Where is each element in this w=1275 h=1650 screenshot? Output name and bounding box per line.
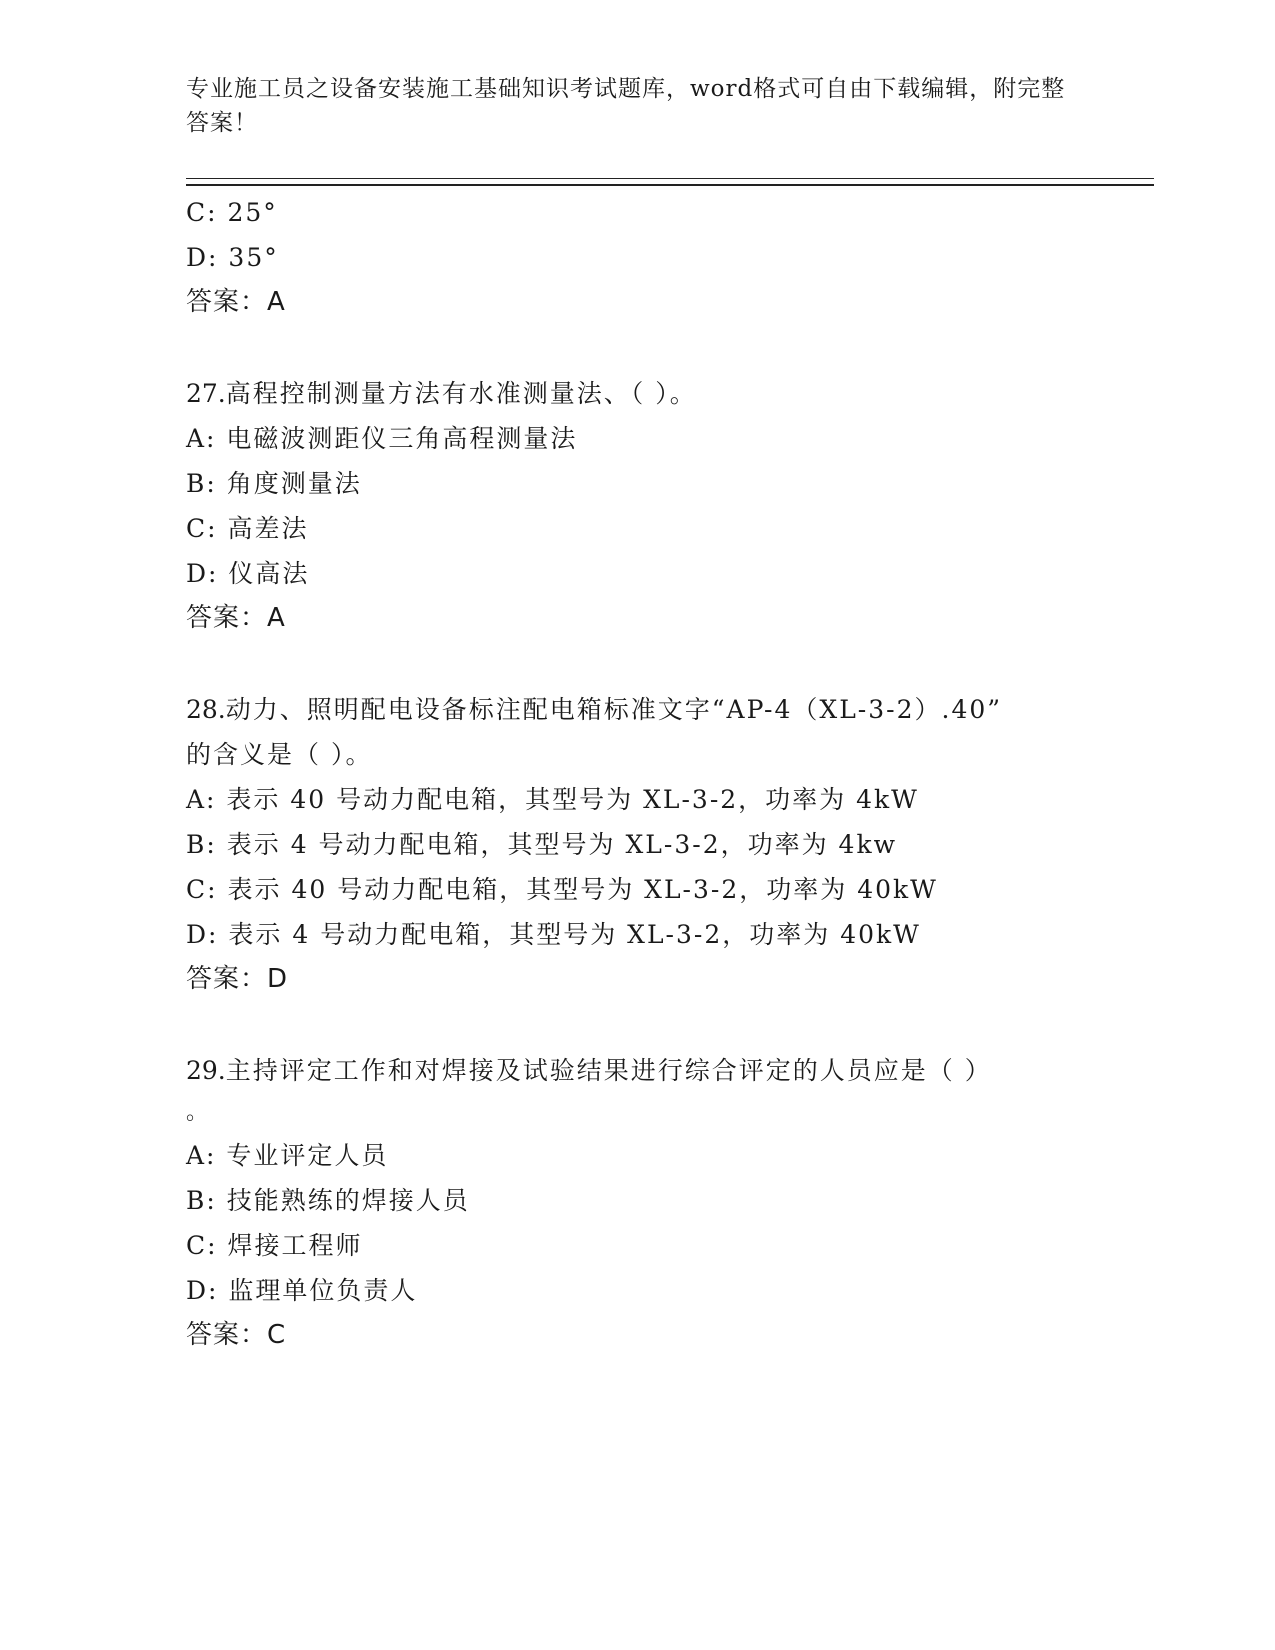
option-b: B: 角度测量法 bbox=[186, 469, 362, 498]
option-a: A: 表示 40 号动力配电箱，其型号为 XL-3-2，功率为 4kW bbox=[186, 785, 919, 814]
option-a: A: 专业评定人员 bbox=[186, 1141, 389, 1170]
question-number: 27. bbox=[186, 379, 226, 408]
option-b: B: 表示 4 号动力配电箱，其型号为 XL-3-2，功率为 4kw bbox=[186, 830, 897, 859]
answer-line: 答案：D bbox=[186, 964, 289, 994]
option-d: D: 表示 4 号动力配电箱，其型号为 XL-3-2，功率为 40kW bbox=[186, 920, 921, 949]
option-c: C: 高差法 bbox=[186, 514, 309, 543]
question-text-continued: 的含义是（ ）。 bbox=[186, 740, 373, 769]
question-text-continued: 。 bbox=[186, 1100, 211, 1125]
question-stem bbox=[186, 371, 1086, 416]
question-number: 28. bbox=[186, 695, 226, 724]
option-b: B: 技能熟练的焊接人员 bbox=[186, 1186, 470, 1215]
option-d: D: 仪高法 bbox=[186, 559, 310, 588]
answer-line: 答案：C bbox=[186, 1320, 287, 1350]
question-stem bbox=[186, 687, 1086, 732]
question-number: 29. bbox=[186, 1056, 226, 1085]
question-text: 动力、照明配电设备标注配电箱标准文字“AP-4（XL-3-2）.40” bbox=[225, 695, 1003, 724]
answer-line: 答案：A bbox=[186, 287, 286, 317]
option-c: C: 焊接工程师 bbox=[186, 1231, 363, 1260]
document-header-title: 专业施工员之设备安装施工基础知识考试题库，word格式可自由下载编辑，附完整答案！ bbox=[186, 76, 1066, 136]
question-27 bbox=[186, 371, 1086, 641]
question-29 bbox=[186, 1048, 1086, 1358]
question-28 bbox=[186, 687, 1086, 1002]
document-body bbox=[186, 190, 1086, 1358]
option-d: D: 监理单位负责人 bbox=[186, 1276, 418, 1305]
option-a: A: 电磁波测距仪三角高程测量法 bbox=[186, 424, 578, 453]
answer-line: 答案：A bbox=[186, 603, 286, 633]
header-divider bbox=[186, 178, 1154, 186]
option-d: D: 35° bbox=[186, 243, 279, 272]
option-c: C: 表示 40 号动力配电箱，其型号为 XL-3-2，功率为 40kW bbox=[186, 875, 938, 904]
question-text: 高程控制测量方法有水准测量法、（ ）。 bbox=[225, 379, 697, 408]
previous-question-tail bbox=[186, 190, 1086, 325]
option-c: C: 25° bbox=[186, 198, 278, 227]
question-text: 主持评定工作和对焊接及试验结果进行综合评定的人员应是（ ） bbox=[225, 1056, 992, 1085]
question-stem bbox=[186, 1048, 1086, 1093]
